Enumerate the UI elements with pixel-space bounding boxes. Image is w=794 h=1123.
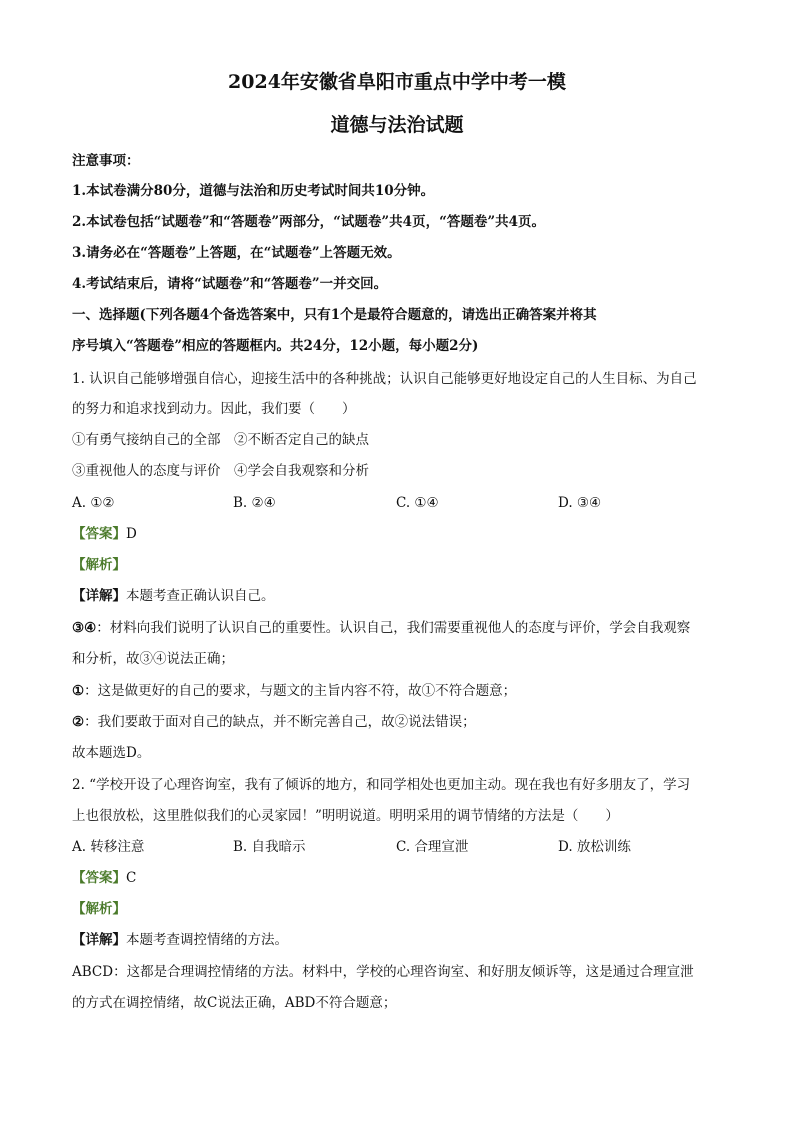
answer-tag: 【答案】 xyxy=(72,870,126,886)
q1-stem-line2: 的努力和追求找到动力。因此，我们要（ ） xyxy=(72,401,356,417)
explanation-marks: ③④ xyxy=(72,620,97,636)
q2-explanation-line2: 的方式在调控情绪，故C说法正确，ABD不符合题意； xyxy=(72,995,397,1011)
q1-stem-line1: 1. 认识自己能够增强自信心，迎接生活中的各种挑战；认识自己能够更好地设定自己的人生目标、为自己 xyxy=(72,371,697,387)
note-3: 3.请务必在“答题卷”上答题，在“试题卷”上答题无效。 xyxy=(72,245,401,261)
detail-text: 本题考查调控情绪的方法。 xyxy=(126,932,288,948)
detail-tag: 【详解】 xyxy=(72,932,126,948)
q1-option-c: C. ①④ xyxy=(396,495,439,511)
analysis-tag: 【解析】 xyxy=(72,901,126,917)
exam-title: 2024年安徽省阜阳市重点中学中考一模 xyxy=(228,71,566,93)
note-2: 2.本试卷包括“试题卷”和“答题卷”两部分，“试题卷”共4页，“答题卷”共4页。 xyxy=(72,214,546,230)
detail-tag: 【详解】 xyxy=(72,588,126,604)
notes-heading: 注意事项： xyxy=(72,153,140,169)
answer-value: C xyxy=(126,870,137,886)
q1-detail xyxy=(72,585,724,607)
q2-explanation-line1: ABCD：这都是合理调控情绪的方法。材料中，学校的心理咨询室、和好朋友倾诉等，这是通过合理宣泄 xyxy=(72,964,694,980)
q1-explanation-line2: 和分析，故③④说法正确； xyxy=(72,651,234,667)
q2-option-b: B. 自我暗示 xyxy=(233,839,306,855)
q1-analysis xyxy=(72,554,724,576)
explanation-text: ：材料向我们说明了认识自己的重要性。认识自己，我们需要重视他人的态度与评价，学会自我观察 xyxy=(96,620,691,636)
q1-option-d: D. ③④ xyxy=(558,495,602,511)
explanation-marks: ① xyxy=(72,683,85,699)
section-heading-line1: 一、选择题(下列各题4个备选答案中，只有1个是最符合题意的，请选出正确答案并将其 xyxy=(72,307,597,323)
q2-stem-line1: 2. “学校开设了心理咨询室，我有了倾诉的地方，和同学相处也更加主动。现在我也有好多朋友了，学习 xyxy=(72,777,691,793)
analysis-tag: 【解析】 xyxy=(72,557,126,573)
explanation-marks: ② xyxy=(72,714,85,730)
explanation-text: ：这是做更好的自己的要求，与题文的主旨内容不符，故①不符合题意； xyxy=(84,683,517,699)
q2-analysis xyxy=(72,898,724,920)
note-1: 1.本试卷满分80分，道德与法治和历史考试时间共10分钟。 xyxy=(72,183,435,199)
answer-tag: 【答案】 xyxy=(72,526,126,542)
q2-detail xyxy=(72,929,724,951)
explanation-text: ：我们要敢于面对自己的缺点，并不断完善自己，故②说法错误； xyxy=(84,714,476,730)
q1-explanation-line4 xyxy=(72,711,724,733)
note-4: 4.考试结束后，请将“试题卷”和“答题卷”一并交回。 xyxy=(72,276,388,292)
q2-answer xyxy=(72,867,724,889)
q1-answer xyxy=(72,523,724,545)
q2-option-c: C. 合理宣泄 xyxy=(396,839,469,855)
q2-option-a: A. 转移注意 xyxy=(72,839,145,855)
section-heading-line2: 序号填入“答题卷”相应的答题框内。共24分，12小题，每小题2分) xyxy=(72,338,479,354)
q2-stem-line2: 上也很放松，这里胜似我们的心灵家园！”明明说道。明明采用的调节情绪的方法是（ ） xyxy=(72,808,619,824)
q1-explanation-line1 xyxy=(72,617,724,639)
q1-items-line2: ③重视他人的态度与评价 ④学会自我观察和分析 xyxy=(72,463,369,479)
answer-value: D xyxy=(126,526,137,542)
q1-option-a: A. ①② xyxy=(72,495,115,511)
q1-explanation-line3 xyxy=(72,680,724,702)
detail-text: 本题考查正确认识自己。 xyxy=(126,588,275,604)
q1-option-b: B. ②④ xyxy=(233,495,276,511)
q1-items-line1: ①有勇气接纳自己的全部 ②不断否定自己的缺点 xyxy=(72,432,369,448)
q1-conclusion: 故本题选D。 xyxy=(72,745,151,761)
exam-subtitle: 道德与法治试题 xyxy=(330,114,464,136)
q2-option-d: D. 放松训练 xyxy=(558,839,631,855)
